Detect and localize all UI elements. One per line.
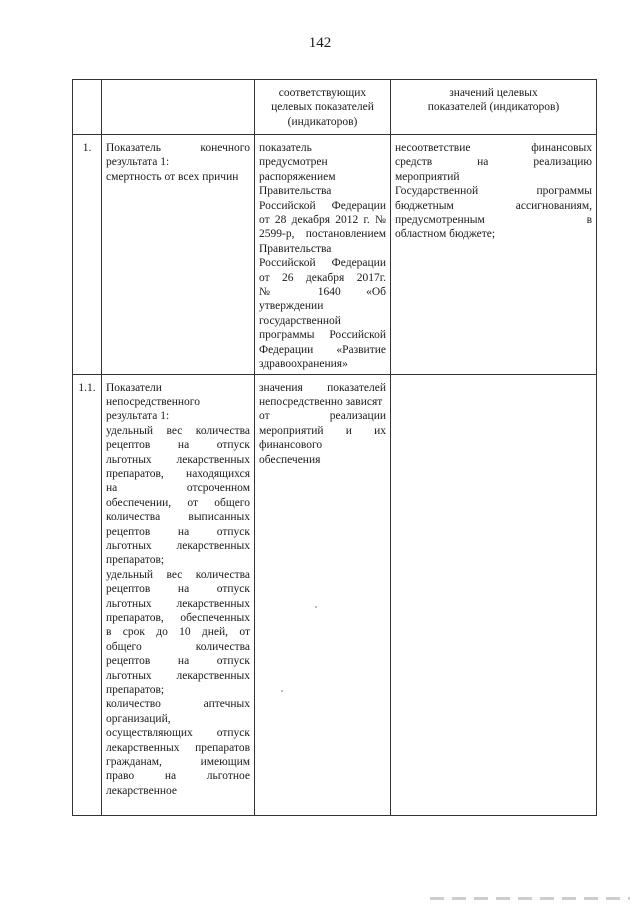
indicator-line: препаратов; <box>106 684 165 697</box>
indicator-line: удельный вес количества <box>106 568 250 581</box>
table-row <box>73 135 597 375</box>
indicator-cell <box>102 374 255 815</box>
justification-line: мероприятий и их <box>259 424 386 437</box>
indicator-line: рецептов на отпуск <box>106 439 250 452</box>
indicator-cell <box>102 135 255 375</box>
indicator-line: льготных лекарственных <box>106 597 250 610</box>
header-col3-line: (индикаторов) <box>287 115 358 128</box>
header-col3-line: целевых показателей <box>271 101 374 114</box>
indicator-line: на отсроченном <box>106 482 250 495</box>
justification-cell <box>255 135 391 375</box>
indicator-line: смертность от всех причин <box>106 170 239 183</box>
header-col3-line: соответствующих <box>278 87 367 99</box>
justification-cell <box>255 374 391 815</box>
justification-line: государственной <box>259 314 341 327</box>
indicator-line: рецептов на отпуск <box>106 655 250 668</box>
justification-line: здравоохранения» <box>259 358 348 371</box>
indicator-line: право на льготное <box>106 770 250 783</box>
row-number: 1. <box>73 135 102 375</box>
indicator-line: удельный вес количества <box>106 424 250 437</box>
header-col4-line: показателей (индикаторов) <box>427 101 560 114</box>
scan-speck <box>281 690 283 692</box>
header-cell-justification <box>255 80 391 135</box>
header-cell-indicator <box>102 80 255 135</box>
table-header-row <box>73 80 597 135</box>
justification-line: непосредственно зависят <box>259 395 383 408</box>
indicator-line: Показатели <box>106 381 162 394</box>
justification-line: утверждении <box>259 300 324 313</box>
justification-line: от 26 декабря 2017г. <box>259 271 386 284</box>
indicator-line: лекарственных препаратов <box>106 741 250 754</box>
risks-line: средств на реализацию <box>395 156 592 169</box>
risks-line: областном бюджете; <box>395 228 496 241</box>
justification-line: Федерации «Развитие <box>259 343 386 356</box>
indicator-line: количества выписанных <box>106 511 250 524</box>
indicator-line: обеспечении, от общего <box>106 496 250 509</box>
indicator-line: непосредственного <box>106 395 200 408</box>
scan-speck <box>315 606 317 608</box>
indicator-line: Показатель конечного <box>106 142 250 154</box>
scan-artifact <box>430 897 630 900</box>
justification-line: финансового <box>259 439 323 452</box>
indicator-line: общего количества <box>106 640 250 653</box>
risks-line: предусмотренным в <box>395 214 592 227</box>
justification-line: предусмотрен <box>259 156 328 169</box>
indicator-line: результата 1: <box>106 156 170 169</box>
risks-line: несоответствие финансовых <box>395 142 592 154</box>
indicator-line: льготных лекарственных <box>106 453 250 466</box>
indicator-line: препаратов, обеспеченных <box>106 612 250 624</box>
indicator-line: результата 1: <box>106 410 170 423</box>
justification-line: Правительства <box>259 185 332 198</box>
justification-line: Российской Федерации <box>259 257 386 270</box>
indicator-line: препаратов, находящихся <box>106 467 250 480</box>
justification-line: Российской Федерации <box>259 199 386 212</box>
risks-cell <box>391 374 597 815</box>
row-number: 1.1. <box>73 374 102 815</box>
page-number: 142 <box>308 35 332 51</box>
indicator-line: осуществляющих отпуск <box>106 727 250 740</box>
header-cell-risks <box>391 80 597 135</box>
risks-line: Государственной программы <box>395 185 592 198</box>
risks-cell <box>391 135 597 375</box>
indicator-line: гражданам, имеющим <box>106 756 250 769</box>
indicator-line: льготных лекарственных <box>106 539 250 552</box>
indicator-line: организаций, <box>106 712 171 725</box>
justification-line: распоряжением <box>259 170 336 183</box>
header-cell-number <box>73 80 102 135</box>
indicator-line: препаратов; <box>106 554 165 567</box>
justification-line: 2599-р, постановлением <box>259 228 386 241</box>
justification-line: от реализации <box>259 410 386 423</box>
indicator-line: рецептов на отпуск <box>106 583 250 596</box>
justification-line: программы Российской <box>259 329 386 342</box>
indicators-table <box>72 79 597 816</box>
table-row <box>73 374 597 815</box>
justification-line: № 1640 «Об <box>259 286 386 299</box>
justification-line: от 28 декабря 2012 г. № <box>259 214 386 227</box>
indicator-line: рецептов на отпуск <box>106 525 250 538</box>
justification-line: значения показателей <box>259 381 386 394</box>
risks-line: бюджетным ассигнованиям, <box>395 199 592 212</box>
indicator-line: льготных лекарственных <box>106 669 250 682</box>
justification-line: показатель <box>259 142 312 154</box>
indicator-line: в срок до 10 дней, от <box>106 626 250 639</box>
indicator-line: лекарственное <box>106 784 178 797</box>
indicator-line: количество аптечных <box>106 698 250 711</box>
header-col4-line: значений целевых <box>449 87 538 99</box>
justification-line: Правительства <box>259 242 332 255</box>
justification-line: обеспечения <box>259 453 321 466</box>
risks-line: мероприятий <box>395 170 460 183</box>
